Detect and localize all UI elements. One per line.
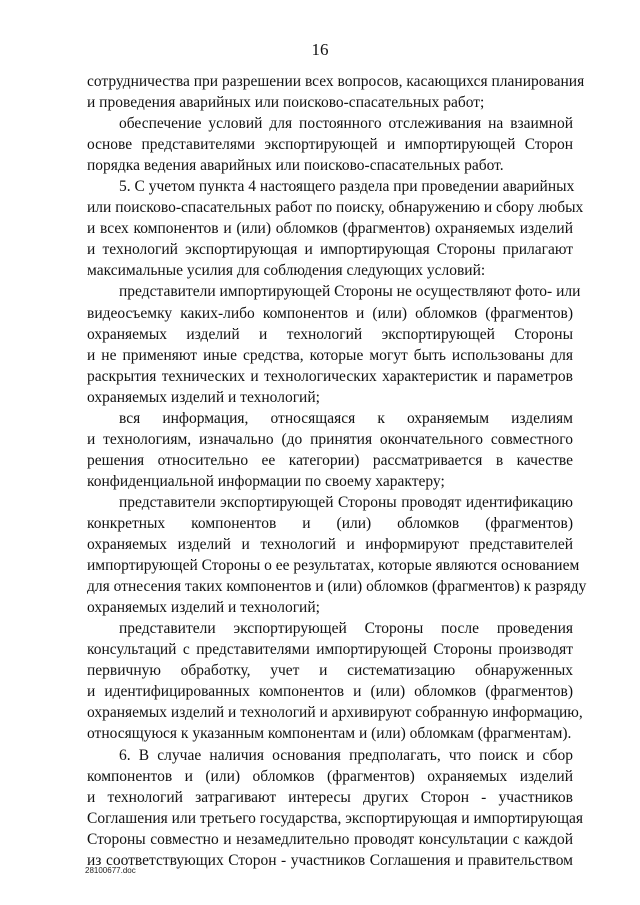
text-line: или поисково-спасательных работ по поиску, обнаружению и сбору любых: [87, 199, 584, 217]
paragraph: [87, 176, 584, 281]
paragraph: [87, 408, 573, 492]
text-line: конфиденциальной информации по своему характеру;: [87, 472, 445, 490]
text-line: раскрытия технических и технологических характеристик и параметров: [87, 367, 573, 385]
text-line: и технологиям, изначально (до принятия окончательного совместного: [87, 430, 573, 448]
text-line: относящуюся к указанным компонентам и (или) обломкам (фрагментам).: [87, 725, 572, 743]
text-line: и не применяют иные средства, которые могут быть использованы для: [87, 346, 573, 364]
text-line: охраняемых изделий и технологий и архивируют собранную информацию,: [87, 704, 583, 722]
footer-filename: 28100677.doc: [85, 866, 136, 875]
text-line: и технологий экспортирующая и импортирующая Стороны прилагают: [87, 241, 573, 259]
text-line: Стороны совместно и незамедлительно проводят консультации с каждой: [87, 830, 573, 848]
text-line: и технологий затрагивают интересы других Сторон - участников: [87, 788, 573, 806]
text-line: Соглашения или третьего государства, экспортирующая и импортирующая: [87, 809, 584, 827]
text-line: охраняемых изделий и технологий;: [87, 388, 320, 406]
text-line: для отнесения таких компонентов и (или) обломков (фрагментов) к разряду: [87, 578, 587, 596]
text-line: представители экспортирующей Стороны после проведения: [119, 620, 573, 638]
text-line: и всех компонентов и (или) обломков (фрагментов) охраняемых изделий: [87, 220, 573, 238]
text-line: порядка ведения аварийных или поисково-спасательных работ.: [87, 157, 504, 175]
text-line: 5. С учетом пункта 4 настоящего раздела при проведении аварийных: [119, 178, 575, 196]
text-line: сотрудничества при разрешении всех вопросов, касающихся планирования: [87, 73, 585, 90]
page-number: 16: [311, 40, 329, 59]
text-line: решения относительно ее категории) рассматривается в качестве: [87, 451, 573, 469]
text-line: и идентифицированных компонентов и (или) обломков (фрагментов): [87, 683, 573, 701]
text-line: охраняемых изделий и технологий и информируют представителей: [87, 536, 573, 554]
text-line: максимальные усилия для соблюдения следующих условий:: [87, 262, 486, 280]
text-line: и проведения аварийных или поисково-спасательных работ;: [87, 94, 485, 112]
text-line: представители экспортирующей Стороны проводят идентификацию: [119, 493, 573, 511]
text-line: импортирующей Стороны о ее результатах, которые являются основанием: [87, 557, 580, 575]
text-line: из соответствующих Сторон - участников Соглашения и правительством: [87, 851, 573, 869]
paragraph: [87, 618, 583, 744]
text-line: обеспечение условий для постоянного отслеживания на взаимной: [119, 115, 573, 133]
paragraph: [87, 492, 587, 618]
paragraph: [87, 113, 573, 176]
paragraph: [87, 71, 585, 113]
text-line: первичную обработку, учет и систематизацию обнаруженных: [87, 662, 573, 680]
text-line: консультаций с представителями импортирующей Стороны производят: [87, 641, 573, 659]
text-line: основе представителями экспортирующей и импортирующей Сторон: [87, 136, 573, 154]
paragraph: [87, 281, 581, 407]
text-line: 6. В случае наличия основания предполагать, что поиск и сбор: [119, 746, 573, 764]
text-line: представители импортирующей Стороны не осуществляют фото- или: [119, 283, 581, 301]
text-line: компонентов и (или) обломков (фрагментов) охраняемых изделий: [87, 767, 573, 785]
text-line: конкретных компонентов и (или) обломков (фрагментов): [87, 514, 573, 532]
document-body: [87, 71, 587, 871]
text-line: вся информация, относящаяся к охраняемым изделиям: [119, 409, 573, 427]
paragraph: [87, 745, 584, 871]
text-line: видеосъемку каких-либо компонентов и (или) обломков (фрагментов): [87, 304, 573, 322]
text-line: охраняемых изделий и технологий;: [87, 599, 320, 617]
text-line: охраняемых изделий и технологий экспортирующей Стороны: [87, 325, 573, 343]
